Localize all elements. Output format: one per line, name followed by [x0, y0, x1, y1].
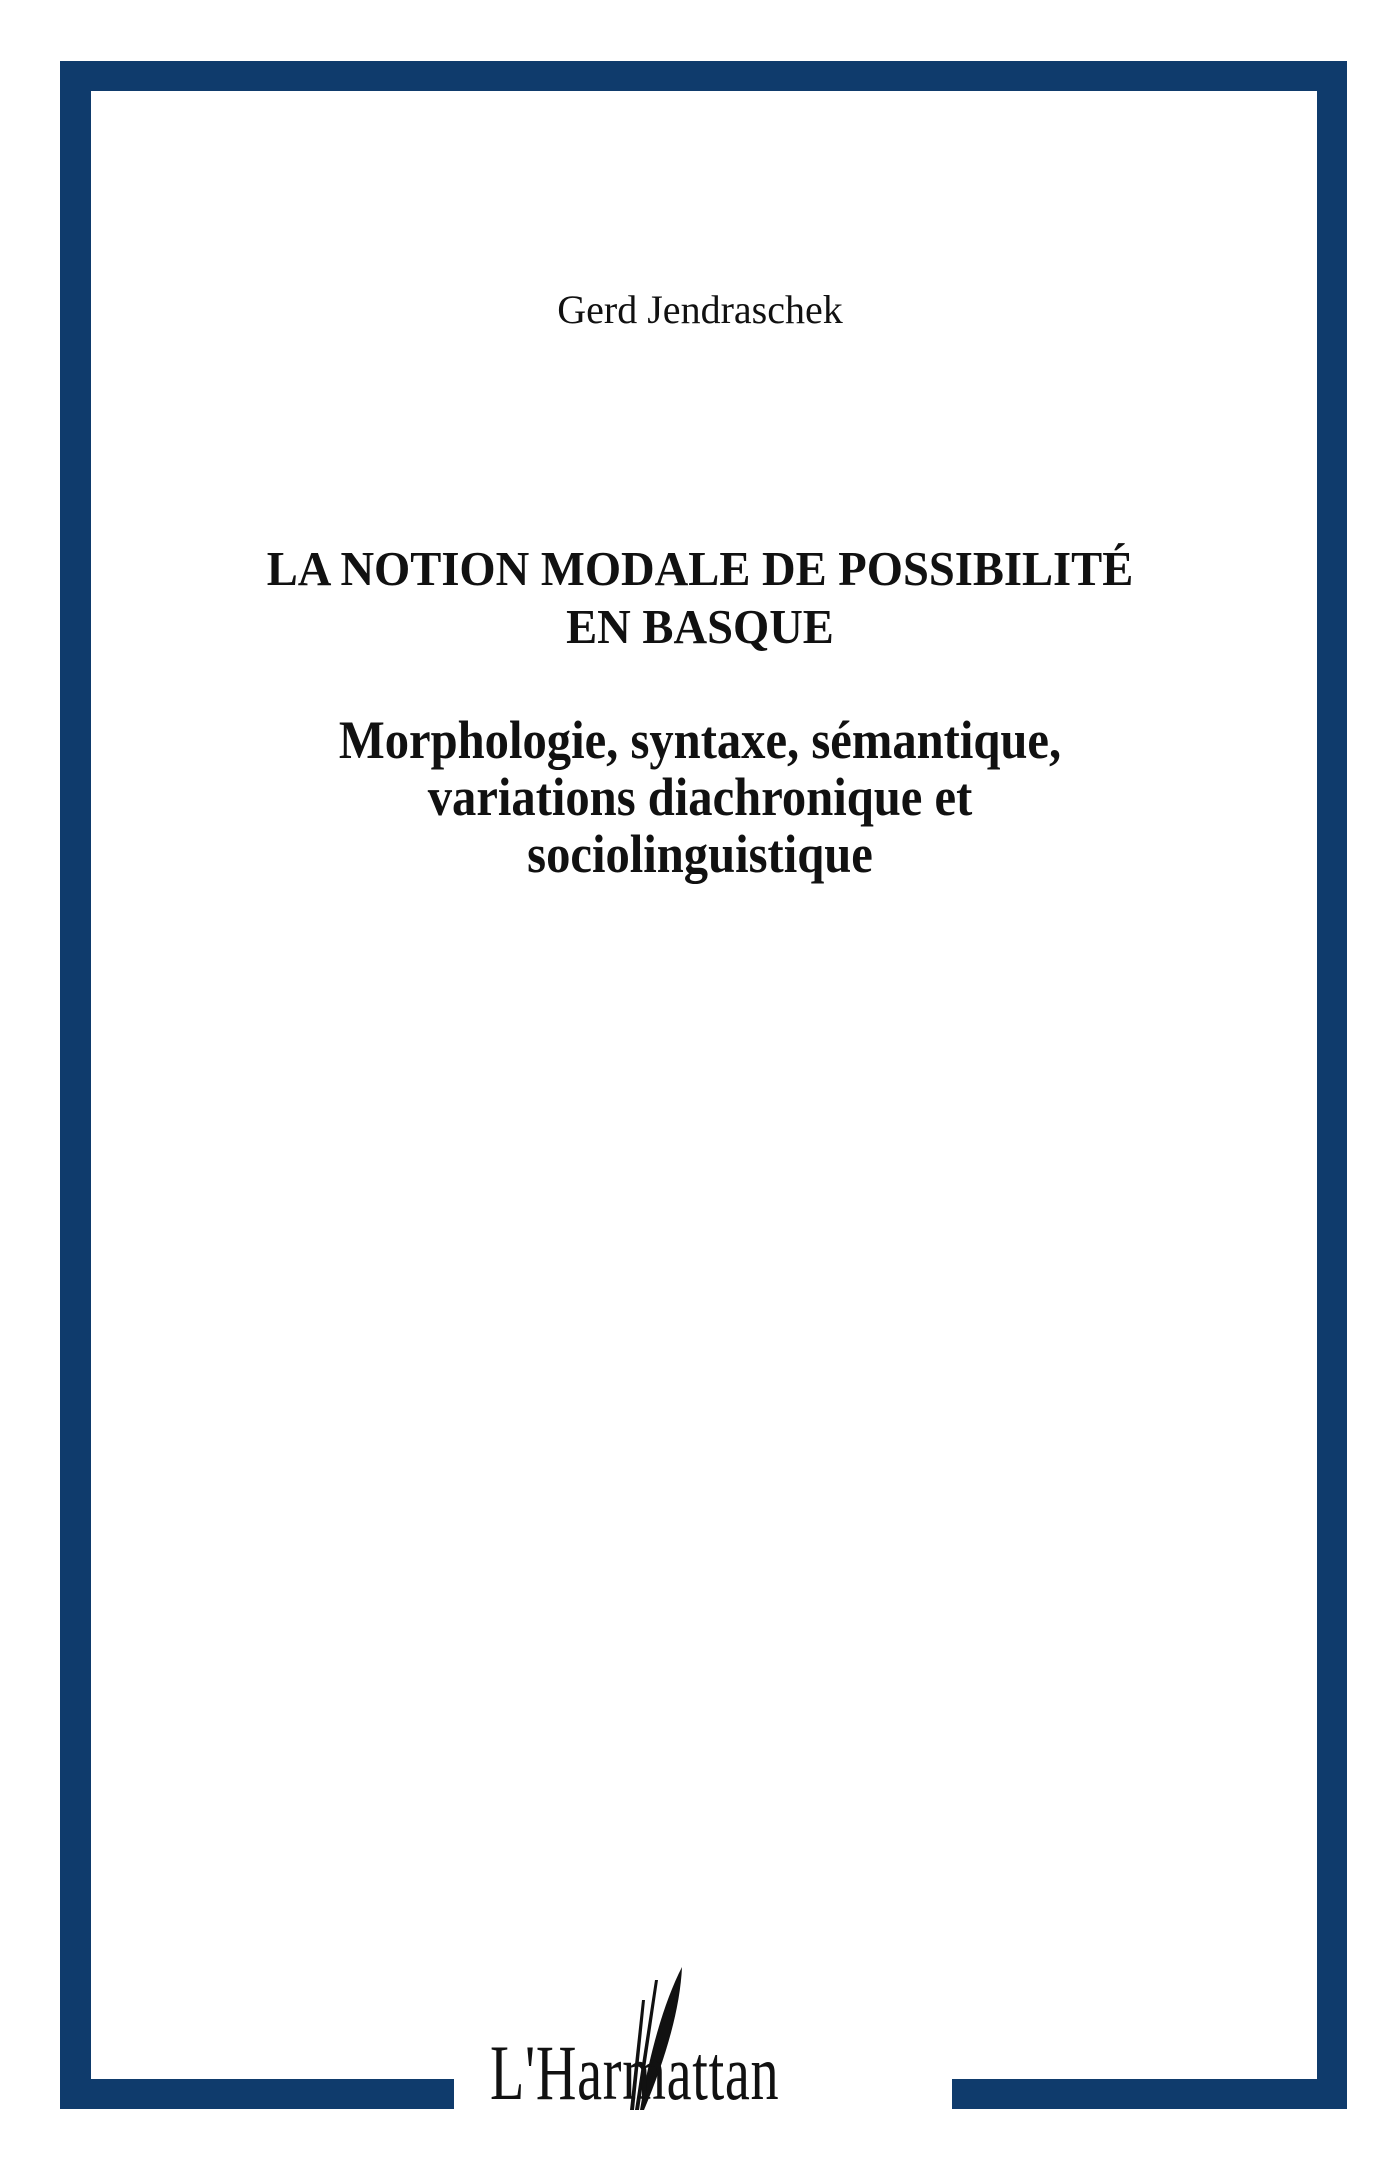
- subtitle-line: variations diachronique et: [427, 767, 973, 827]
- author-name: Gerd Jendraschek: [557, 287, 843, 332]
- book-subtitle: [70, 712, 1330, 883]
- title-line: EN BASQUE: [566, 599, 834, 654]
- book-title: [35, 540, 1365, 656]
- cover-inner-area: [91, 91, 1317, 2079]
- publisher-logo: [490, 1960, 920, 2120]
- publisher-name: L'Harmattan: [490, 2029, 780, 2116]
- title-line: LA NOTION MODALE DE POSSIBILITÉ: [266, 541, 1134, 596]
- subtitle-line: sociolinguistique: [527, 824, 873, 884]
- subtitle-line: Morphologie, syntaxe, sémantique,: [338, 710, 1062, 770]
